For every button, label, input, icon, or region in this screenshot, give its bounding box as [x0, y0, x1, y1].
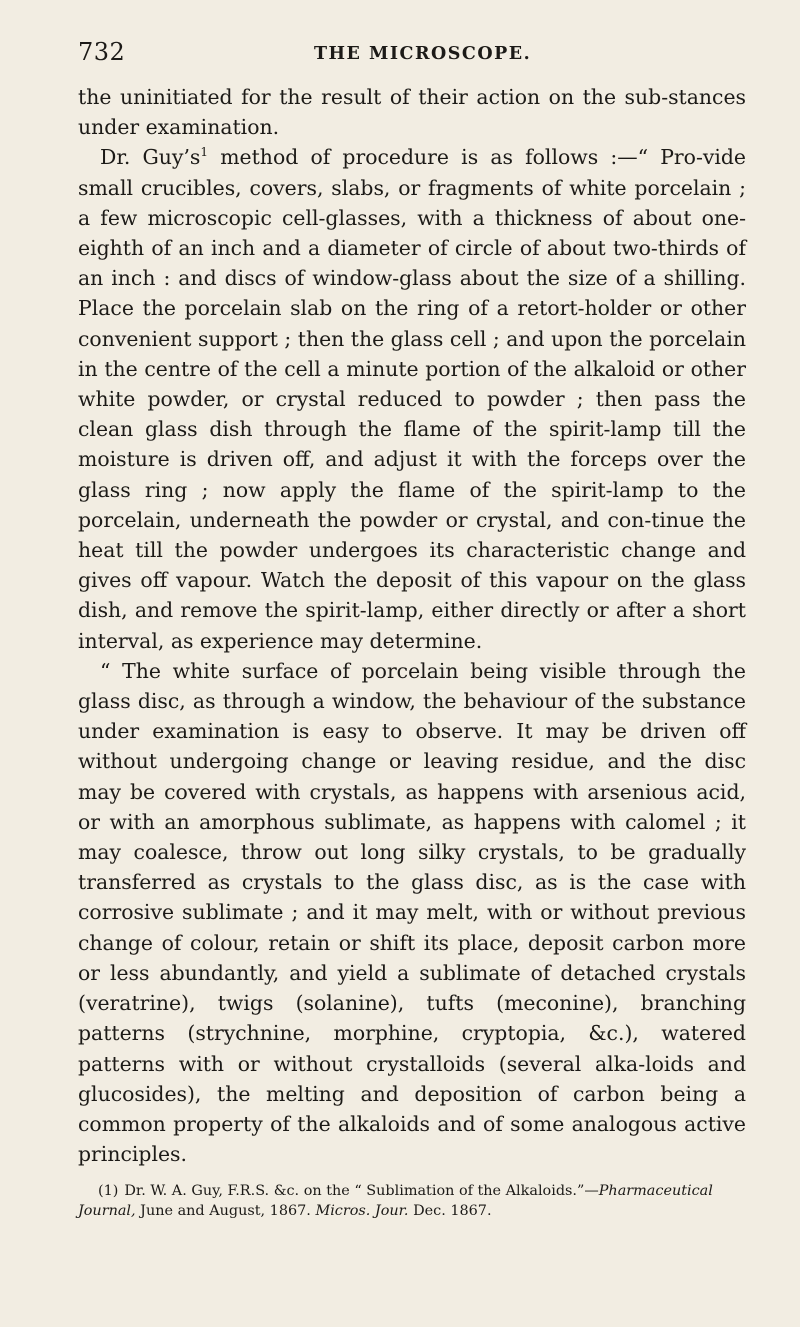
footnote-journal-title: Micros. Jour.: [315, 1203, 409, 1220]
footnote-text: Dr. W. A. Guy, F.R.S. &c. on the “ Sublimation of the Alkaloids.”—: [124, 1183, 599, 1200]
footnote-text: Dec. 1867.: [408, 1203, 492, 1220]
footnote-text: June and August, 1867.: [135, 1203, 316, 1220]
running-title: THE MICROSCOPE.: [314, 44, 532, 64]
paragraph-guy-method: [78, 142, 746, 655]
body-text: [78, 82, 746, 1169]
book-page: [78, 38, 746, 1221]
page-number: 732: [78, 38, 126, 66]
footnote-reference: 1: [200, 145, 209, 160]
paragraph-porcelain-surface: “ The white surface of porcelain being visible through the glass disc, as through a window, the behaviour of the substance under examination is easy to observe. It may be driven off without undergoing change or leaving residue, and the disc may be covered with crystals, as happens with arsenious acid, or with an amorphous sublimate, as happens with calomel ; it may coalesce, throw out long silky crystals, to be gradually transferred as crystals to the glass disc, as is the case with corrosive sublimate ; and it may melt, with or without previous change of colour, retain or shift its place, deposit carbon more or less abundantly, and yield a sublimate of detached crystals (veratrine), twigs (solanine), tufts (meconine), branching patterns (strychnine, morphine, cryptopia, &c.), watered patterns with or without crystalloids (several alka-loids and glucosides), the melting and deposition of carbon being a common property of the alkaloids and of some analogous active principles.: [78, 658, 746, 1167]
footnote-journal-title: Pharmaceutical Journal,: [78, 1183, 713, 1220]
page-header: [78, 38, 746, 82]
footnote: [78, 1181, 746, 1221]
footnote-mark: (1): [98, 1183, 119, 1200]
paragraph-continued: the uninitiated for the result of their action on the sub-stances under examination.: [78, 85, 746, 140]
paragraph-text-lead: Dr. Guy’s: [100, 145, 201, 170]
paragraph-text: method of procedure is as follows :—“ Pro-vide small crucibles, covers, slabs, or fragments of white porcelain ; a few microscopic cell-glasses, with a thickness of about one-eighth of an inch and a diameter of circle of about two-thirds of an inch : and discs of window-glass about the size of a shilling. Place the porcelain slab on the ring of a retort-holder or other convenient support ; then the glass cell ; and upon the porcelain in the centre of the cell a minute portion of the alkaloid or other white powder, or crystal reduced to powder ; then pass the clean glass dish through the flame of the spirit-lamp till the moisture is driven off, and adjust it with the forceps over the glass ring ; now apply the flame of the spirit-lamp to the porcelain, underneath the powder or crystal, and con-tinue the heat till the powder undergoes its characteristic change and gives off vapour. Watch the deposit of this vapour on the glass dish, and remove the spirit-lamp, either directly or after a short interval, as experience may determine.: [78, 145, 746, 653]
